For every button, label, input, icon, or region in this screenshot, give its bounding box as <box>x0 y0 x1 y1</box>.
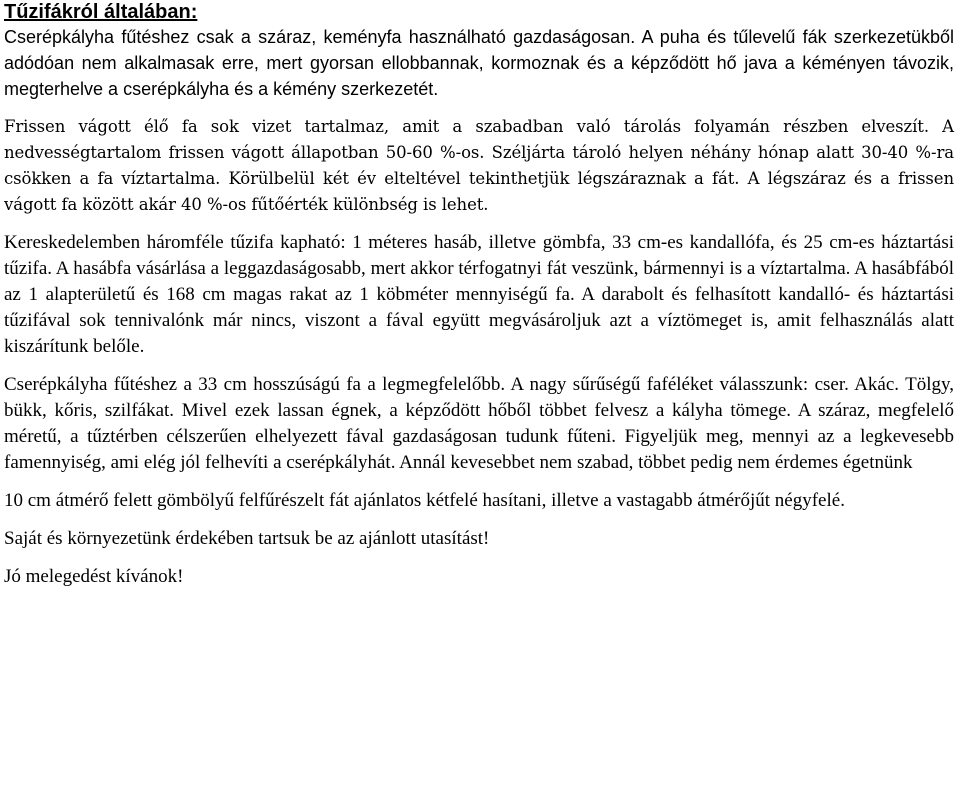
paragraph-closing: Jó melegedést kívánok! <box>4 566 184 587</box>
paragraph-splitting: 10 cm átmérő felett gömbölyű felfűrészelt fát ajánlatos kétfelé hasítani, illetve a vastagabb átmérőjűt négyfelé. <box>4 490 845 511</box>
document-page <box>4 0 954 590</box>
paragraph-advice: Saját és környezetünk érdekében tartsuk be az ajánlott utasítást! <box>4 528 490 549</box>
document-title: Tűzifákról általában: <box>4 1 198 23</box>
paragraph-stove-wood: Cserépkályha fűtéshez a 33 cm hosszúságú fa a legmegfelelőbb. A nagy sűrűségű faféléket válasszunk: cser. Akác. Tölgy, bükk, kőris, szilfákat. Mivel ezek lassan égnek, a képződött hőből többet felvesz a kályha tömege. A száraz, megfelelő méretű, a tűztérben célszerűen elhelyezett fával gazdaságosan tudunk fűteni. Figyeljük meg, mennyi az a legkevesebb famennyiség, ami elég jól felhevíti a cserépkályhát. Annál kevesebbet nem szabad, többet pedig nem érdemes égetnünk <box>4 374 954 473</box>
paragraph-moisture: Frissen vágott élő fa sok vizet tartalmaz, amit a szabadban való tárolás folyamán részben elveszít. A nedvességtartalom frissen vágott állapotban 50-60 %-os. Széljárta tároló helyen néhány hónap alatt 30-40 %-ra csökken a fa víztartalma. Körülbelül két év elteltével tekinthetjük légszáraznak a fát. A légszáraz és a frissen vágott fa között akár 40 %-os fűtőérték különbség is lehet. <box>4 117 954 214</box>
paragraph-commerce: Kereskedelemben háromféle tűzifa kapható: 1 méteres hasáb, illetve gömbfa, 33 cm-es kandallófa, és 25 cm-es háztartási tűzifa. A hasábfa vásárlása a leggazdaságosabb, mert akkor térfogatnyi fát veszünk, bármennyi is a víztartalma. A hasábfából az 1 alapterületű és 168 cm magas rakat az 1 köbméter mennyiségű fa. A darabolt és felhasított kandalló- és háztartási tűzifával sok tennivalónk már nincs, viszont a fával együtt megvásároljuk azt a víztömeget is, amit felhasználás alatt kiszárítunk belőle. <box>4 232 954 357</box>
paragraph-intro: Cserépkályha fűtéshez csak a száraz, keményfa használható gazdaságosan. A puha és tűlevelű fák szerkezetükből adódóan nem alkalmasak erre, mert gyorsan ellobbannak, kormoznak és a képződött hő java a kéményen távozik, megterhelve a cserépkályha és a kémény szerkezetét. <box>4 27 954 99</box>
